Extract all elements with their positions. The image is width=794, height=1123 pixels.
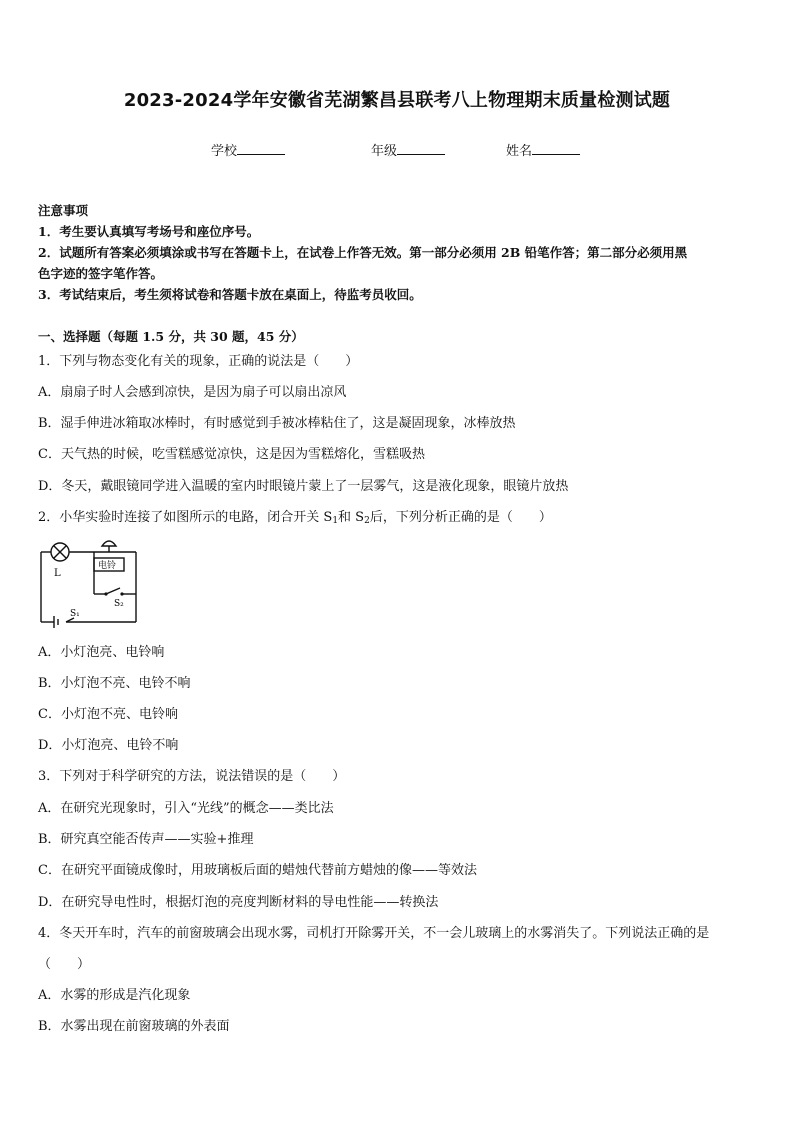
- option-c: C．小灯泡不亮、电铃响: [38, 707, 178, 722]
- question-stem: 4．冬天开车时，汽车的前窗玻璃会出现水雾，司机打开除雾开关，不一会儿玻璃上的水雾消失了。下列说法正确的是: [38, 926, 710, 941]
- name-blank[interactable]: [532, 140, 580, 155]
- notice-item: 3．考试结束后，考生须将试卷和答题卡放在桌面上，待监考员收回。: [38, 287, 422, 302]
- option-b: B．湿手伸进冰箱取冰棒时，有时感觉到手被冰棒粘住了，这是凝固现象，冰棒放热: [38, 416, 516, 431]
- s1-subscript: 1: [332, 516, 339, 526]
- question-stem-continued: （ ）: [38, 957, 91, 972]
- bell-icon: [102, 541, 116, 546]
- question-stem: 3．下列对于科学研究的方法，说法错误的是（ ）: [38, 769, 346, 784]
- option-d: D．冬天，戴眼镜同学进入温暖的室内时眼镜片蒙上了一层雾气，这是液化现象，眼镜片放热: [38, 479, 569, 494]
- option-d: D．在研究导电性时，根据灯泡的亮度判断材料的导电性能——转换法: [38, 895, 439, 910]
- option-c: C．天气热的时候，吃雪糕感觉凉快，这是因为雪糕熔化，雪糕吸热: [38, 447, 425, 462]
- grade-field[interactable]: [371, 140, 445, 159]
- option-b: B．研究真空能否传声——实验+推理: [38, 832, 254, 847]
- question-stem: 1．下列与物态变化有关的现象，正确的说法是（ ）: [38, 354, 359, 369]
- page-title: 2023-2024学年安徽省芜湖繁昌县联考八上物理期末质量检测试题: [123, 90, 671, 111]
- option-a: A．小灯泡亮、电铃响: [38, 645, 165, 660]
- student-info-row: [0, 140, 794, 160]
- option-c: C．在研究平面镜成像时，用玻璃板后面的蜡烛代替前方蜡烛的像——等效法: [38, 863, 477, 878]
- option-b: B．水雾出现在前窗玻璃的外表面: [38, 1019, 230, 1034]
- section-heading: 一、选择题（每题 1.5 分，共 30 题，45 分）: [38, 329, 304, 344]
- option-b: B．小灯泡不亮、电铃不响: [38, 676, 191, 691]
- notice-item: 色字迹的签字笔作答。: [38, 266, 164, 281]
- q2-stem-part: 后，下列分析正确的是（ ）: [369, 510, 552, 525]
- question-stem: [38, 508, 758, 531]
- s2-contact: [104, 592, 107, 595]
- circuit-diagram: [36, 534, 154, 634]
- notice-heading: 注意事项: [38, 203, 89, 218]
- school-field[interactable]: [211, 140, 285, 159]
- s1-label: S₁: [70, 609, 80, 619]
- bell-label: 电铃: [98, 561, 117, 571]
- s2-contact: [120, 592, 123, 595]
- option-a: A．水雾的形成是汽化现象: [38, 988, 191, 1003]
- option-d: D．小灯泡亮、电铃不响: [38, 738, 179, 753]
- name-label: 姓名: [506, 144, 533, 159]
- grade-label: 年级: [371, 144, 398, 159]
- name-field[interactable]: [506, 140, 580, 159]
- s2-label: S₂: [114, 599, 124, 609]
- q2-stem-part: 和 S: [338, 510, 365, 525]
- s2-subscript: 2: [364, 516, 370, 526]
- lamp-label: L: [54, 568, 61, 579]
- school-blank[interactable]: [237, 140, 285, 155]
- option-a: A．在研究光现象时，引入“光线”的概念——类比法: [38, 801, 334, 816]
- notice-item: 2．试题所有答案必须填涂或书写在答题卡上，在试卷上作答无效。第一部分必须用 2B 铅笔作答；第二部分必须用黑: [38, 245, 688, 260]
- school-label: 学校: [211, 144, 238, 159]
- grade-blank[interactable]: [397, 140, 445, 155]
- notice-item: 1．考生要认真填写考场号和座位序号。: [38, 224, 260, 239]
- s2-switch: [106, 588, 120, 594]
- option-a: A．扇扇子时人会感到凉快，是因为扇子可以扇出凉风: [38, 385, 347, 400]
- q2-stem-part: 2．小华实验时连接了如图所示的电路，闭合开关 S: [38, 510, 333, 525]
